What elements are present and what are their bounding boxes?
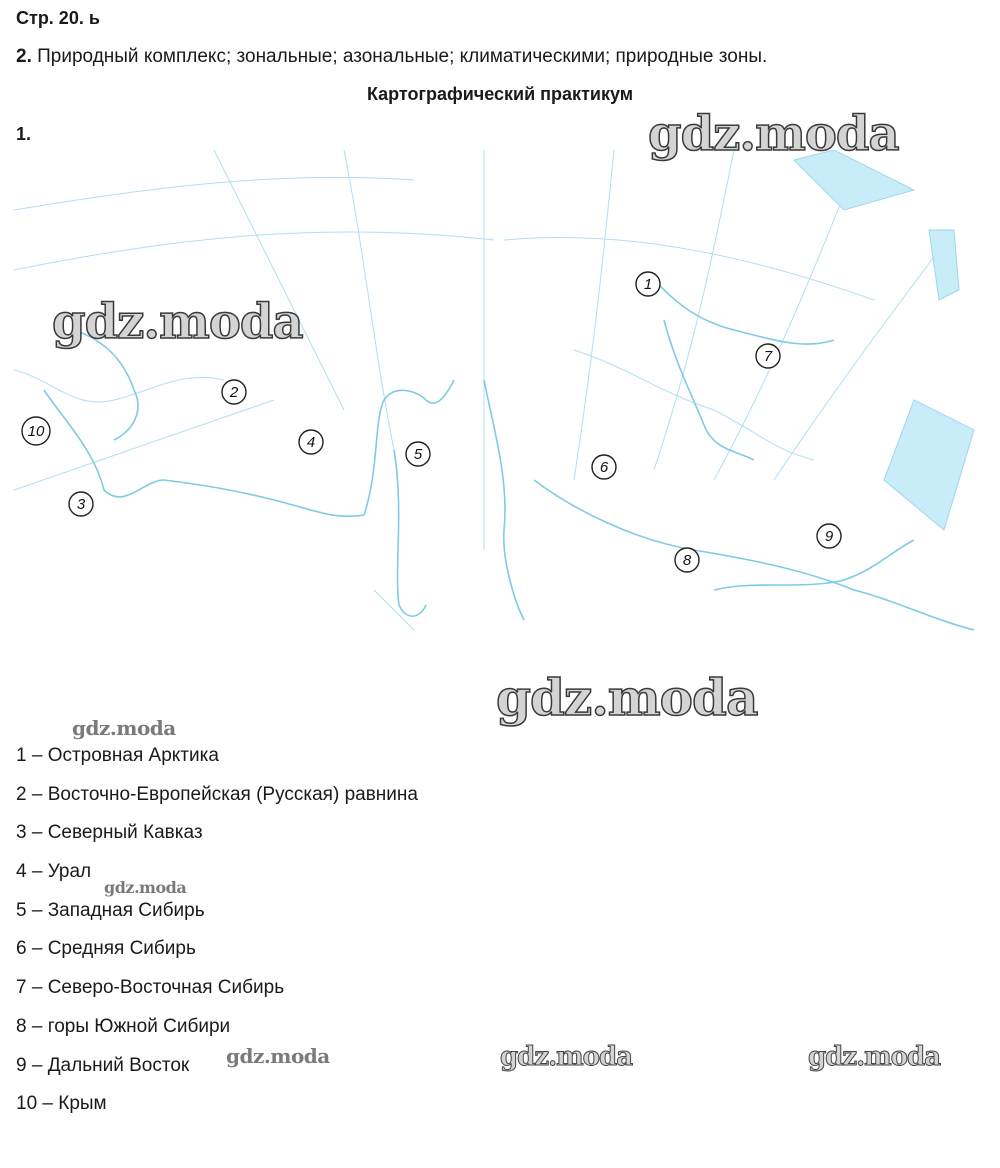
region-item-6: 6 – Средняя Сибирь [16, 938, 196, 960]
watermark: gdz.moda [808, 1042, 941, 1072]
region-item-8: 8 – горы Южной Сибири [16, 1015, 231, 1037]
answer-2-number: 2. [16, 46, 32, 67]
region-item-10: 10 – Крым [16, 1093, 107, 1115]
map-marker-label-1: 1 [643, 276, 653, 293]
map-marker-label-3: 3 [76, 496, 86, 513]
region-item-5: 5 – Западная Сибирь [16, 899, 205, 921]
watermark: gdz.moda [52, 294, 303, 350]
region-item-1: 1 – Островная Арктика [16, 745, 219, 766]
map-marker-label-8: 8 [682, 552, 692, 569]
map-marker-label-5: 5 [413, 446, 423, 463]
watermark: gdz.moda [500, 1042, 633, 1072]
map-marker-label-2: 2 [229, 384, 239, 401]
map-marker-label-6: 6 [599, 459, 609, 476]
task-1-number: 1. [16, 124, 32, 144]
map-marker-label-7: 7 [763, 348, 773, 365]
map-marker-label-10: 10 [27, 423, 45, 440]
watermark: gdz.moda [226, 1044, 330, 1068]
region-item-2: 2 – Восточно-Европейская (Русская) равнина [16, 783, 418, 805]
answer-2 [16, 46, 767, 68]
page-header: Стр. 20. ь [16, 8, 100, 28]
watermark: gdz.moda [648, 106, 899, 162]
answer-2-text: Природный комплекс; зональные; азональные; климатическими; природные зоны. [37, 46, 768, 67]
watermark: gdz.moda [104, 878, 187, 897]
region-item-9: 9 – Дальний Восток [16, 1054, 190, 1076]
region-item-3: 3 – Северный Кавказ [16, 822, 203, 844]
watermark: gdz.moda [72, 716, 176, 740]
map-marker-label-9: 9 [824, 528, 834, 545]
section-title: Картографический практикум [366, 84, 634, 104]
map-marker-label-4: 4 [306, 434, 316, 451]
region-item-4: 4 – Урал [16, 861, 92, 883]
region-list [16, 742, 418, 1129]
contour-map [14, 150, 986, 670]
watermark: gdz.moda [496, 668, 758, 727]
region-item-7: 7 – Северо-Восточная Сибирь [16, 977, 285, 999]
